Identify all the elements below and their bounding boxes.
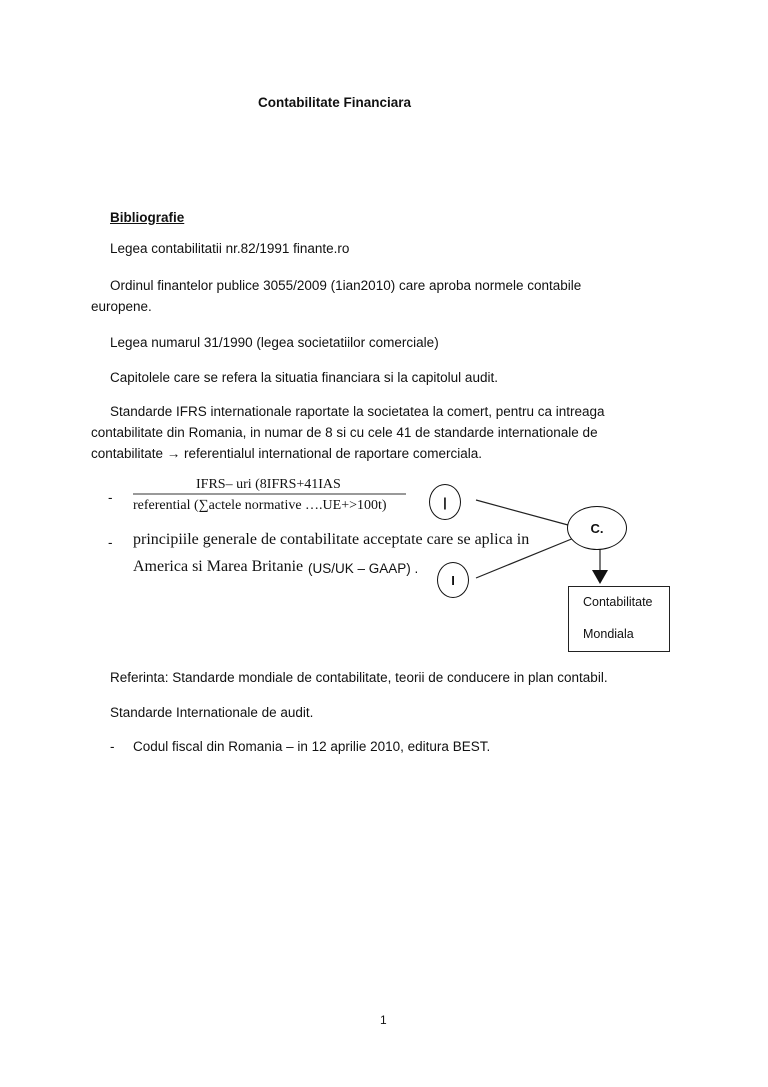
- bibliography-heading: Bibliografie: [110, 210, 185, 225]
- item-legea-contabilitatii: Legea contabilitatii nr.82/1991 finante.ro: [110, 241, 350, 256]
- bullet-3: -: [110, 739, 115, 754]
- circle-bottom-label: I: [451, 572, 455, 588]
- box-line1: Contabilitate: [583, 595, 653, 609]
- box-line2: Mondiala: [583, 627, 634, 641]
- item-capitolele: Capitolele care se refera la situatia financiara si la capitolul audit.: [110, 370, 498, 385]
- standarde-audit-text: Standarde Internationale de audit.: [110, 705, 314, 720]
- bullet-2: -: [108, 535, 113, 550]
- item-standarde-line1: Standarde IFRS internationale raportate la societatea la comert, pentru ca intreaga: [110, 404, 605, 419]
- circle-top-label: |: [443, 494, 447, 510]
- formula-denominator: referential (∑actele normative ….UE+>100t): [133, 498, 387, 513]
- circle-bottom: [437, 562, 469, 598]
- codul-fiscal-text: Codul fiscal din Romania – in 12 aprilie 2010, editura BEST.: [133, 739, 491, 754]
- page-title: Contabilitate Financiara: [258, 95, 412, 110]
- circle-top: [429, 484, 461, 520]
- principles-line1: principiile generale de contabilitate acceptate care se aplica in: [133, 531, 530, 548]
- item-ordinul-line1: Ordinul finantelor publice 3055/2009 (1ian2010) care aproba normele contabile: [110, 278, 582, 293]
- connector-top: [476, 500, 568, 525]
- circle-right-label: C.: [590, 520, 604, 536]
- page-number: 1: [380, 1013, 387, 1027]
- principles-line2: America si Marea Britanie: [133, 558, 304, 575]
- arrow-down-icon: [592, 570, 608, 584]
- formula-numerator: IFRS– uri (8IFRS+41IAS: [196, 477, 341, 492]
- circle-right: [567, 506, 627, 550]
- bullet-1: -: [108, 490, 113, 505]
- item-standarde-line2: contabilitate din Romania, in numar de 8 si cu cele 41 de standarde internationale de: [91, 425, 598, 440]
- item-standarde-line3: contabilitate → referentialul international de raportare comerciala.: [91, 446, 482, 461]
- referinta-text: Referinta: Standarde mondiale de contabilitate, teorii de conducere in plan contabil.: [110, 670, 608, 685]
- item-ordinul-line2: europene.: [91, 299, 152, 314]
- item-legea-31: Legea numarul 31/1990 (legea societatiilor comerciale): [110, 335, 439, 350]
- gaap-label: (US/UK – GAAP) .: [308, 561, 419, 576]
- contabilitate-mondiala-box: [568, 586, 670, 652]
